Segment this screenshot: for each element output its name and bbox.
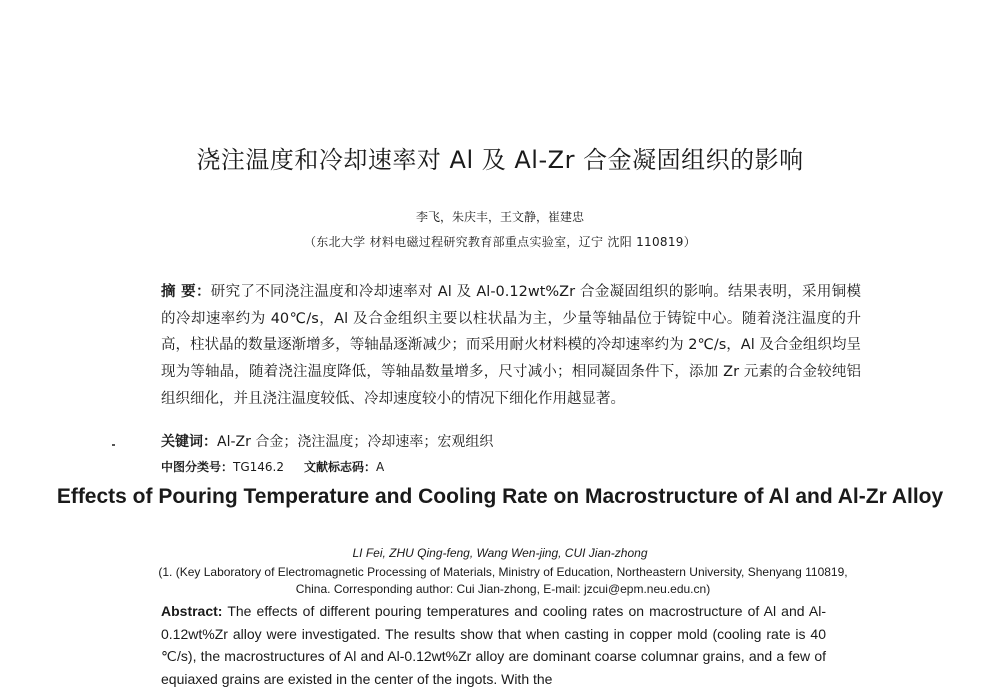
cn-keywords (161, 431, 493, 451)
cn-class-label: 中图分类号： (161, 460, 234, 474)
cn-class-value: TG146.2 (233, 460, 284, 474)
en-abstract-text: The effects of different pouring temperatures and cooling rates on macrostructure of Al and Al-0.12wt%Zr alloy were investigated. The results show that when casting in copper mold (cooling rate is 40 ℃/s), the macrostructures of Al and Al-0.12wt%Zr alloy are dominant coarse columnar grains, and a few of equiaxed grains are existed in the center of the ingots. With the (161, 603, 826, 687)
cn-doc-value: A (376, 460, 385, 474)
cn-abstract-text: 研究了不同浇注温度和冷却速率对 Al 及 Al-0.12wt%Zr 合金凝固组织的影响。结果表明，采用铜模的冷却速率约为 40℃/s，Al 及合金组织主要以柱状晶为主，少量等轴晶位于铸锭中心。随着浇注温度的升高，柱状晶的数量逐渐增多，等轴晶逐渐减少；而采用耐火材料模的冷却速率约为 2℃/s，Al 及合金组织均呈现为等轴晶，随着浇注温度降低，等轴晶数量增多，尺寸减小；相同凝固条件下，添加 Zr 元素的合金较纯铝组织细化，并且浇注温度较低、冷却速度较小的情况下细化作用越显著。 (161, 284, 861, 407)
scan-speck (112, 444, 115, 446)
cn-affiliation: （东北大学 材料电磁过程研究教育部重点实验室，辽宁 沈阳 110819） (303, 235, 697, 249)
cn-authors: 李飞，朱庆丰，王文静，崔建忠 (415, 210, 584, 224)
en-affiliation: (1. (Key Laboratory of Electromagnetic Processing of Materials, Ministry of Education, Northeastern University, Shenyang 110819, China. Corresponding author: Cui Jian-zhong, E-mail: jzcui@epm.neu.edu.cn) (158, 565, 848, 596)
cn-doc-label: 文献标志码： (304, 460, 377, 474)
cn-classification (161, 458, 384, 475)
en-abstract (161, 600, 826, 690)
cn-keywords-text: Al-Zr 合金；浇注温度；冷却速率；宏观组织 (217, 434, 494, 450)
cn-keywords-label: 关键词： (161, 434, 217, 450)
en-authors: LI Fei, ZHU Qing-feng, Wang Wen-jing, CUI Jian-zhong (352, 546, 648, 560)
en-title: Effects of Pouring Temperature and Cooling Rate on Macrostructure of Al and Al-Zr Alloy (56, 485, 944, 508)
cn-abstract-label: 摘 要： (161, 284, 211, 300)
cn-abstract (161, 279, 861, 413)
cn-title: 浇注温度和冷却速率对 Al 及 Al-Zr 合金凝固组织的影响 (196, 146, 804, 174)
en-abstract-label: Abstract: (161, 603, 223, 619)
